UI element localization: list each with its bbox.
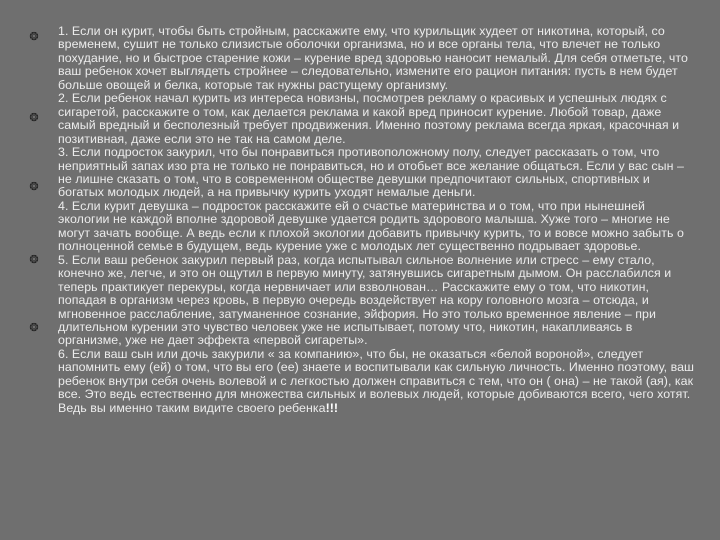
paragraph-6-ending: !!! (325, 400, 339, 415)
bullet-icon: ❂ (29, 112, 39, 124)
bullet-icon: ❂ (29, 31, 39, 43)
body-text (58, 25, 698, 415)
paragraph-2: 2. Если ребенок начал курить из интереса новизны, посмотрев рекламу о красивых и успешных людях с сигаретой, расскажите о том, как делается реклама и какой вред приносит курение. Любой товар, даже самый вредный и бесполезный требует продвижения. Именно поэтому реклама всегда яркая, красочная и позитивная, даже если это не так на самом деле. (58, 91, 680, 146)
paragraph-5: 5. Если ваш ребенок закурил первый раз, когда испытывал сильное волнение или стресс – ему стало, конечно же, легче, и это он ощутил в первую минуту, затянувшись сигаретным дымом. Он расслабился и теперь практикует перекуры, когда нервничает или взволнован… Расскажите ему о том, что никотин, попадая в организм через кровь, в первую очередь воздействует на кору головного мозга – отсюда, и мгновенное расслабление, затуманенное сознание, эйфория. Но это только временное явление – при длительном курении это чувство человек уже не испытывает, потому что, никотин, накапливаясь в организме, уже не дает эффекта «первой сигареты». (58, 252, 672, 348)
bullet-column (28, 0, 48, 540)
paragraph-4: 4. Если курит девушка – подросток расскажите ей о счастье материнства и о том, что при нынешней экологии не каждой вполне здоровой девушке удается родить здорового малыша. Хуже того – многие не могут зачать вообще. А ведь если к плохой экологии добавить привычку курить, то и вовсе можно забыть о полноценной семье в будущем, ведь курение уже с молодых лет существенно подрывает здоровье. (58, 198, 684, 254)
bullet-icon: ❂ (29, 181, 39, 193)
paragraph-6 (58, 348, 698, 415)
paragraph-1: 1. Если он курит, чтобы быть стройным, расскажите ему, что курильщик худеет от никотина, который, со временем, сушит не только слизистые оболочки организма, но и все органы тела, что влечет не только похудание, но и быстрое старение кожи – курение вред здоровью наносит немалый. Для себя отметьте, что ваш ребенок хочет выглядеть стройнее – следовательно, измените его рацион питания: пусть в нем будет больше овощей и белка, которые так нужны растущему организму. (58, 24, 688, 92)
paragraph-6-text: 6. Если ваш сын или дочь закурили « за компанию», что бы, не оказаться «белой вороной», следует напомнить ему (ей) о том, что вы его (ее) знаете и воспитывали как сильную личность. Именно поэтому, ваш ребенок внутри себя очень волевой и с легкостью должен справиться с тем, что он ( она) – не такой (ая), как все. Это ведь естественно для множества сильных и волевых людей, которые добиваются всего, чего хотят. Ведь вы именно таким видите своего ребенка (58, 346, 695, 415)
paragraph-3: 3. Если подросток закурил, что бы понравиться противоположному полу, следует рассказать о том, что неприятный запах изо рта не только не понравиться, но и отобьет все желание общаться. Если у вас сын – не лишне сказать о том, что в современном обществе девушки предпочитают сильных, спортивных и богатых молодых людей, а на привычку курить уходят немалые деньги. (58, 145, 684, 200)
bullet-icon: ❂ (29, 254, 39, 266)
bullet-icon: ❂ (29, 322, 39, 334)
